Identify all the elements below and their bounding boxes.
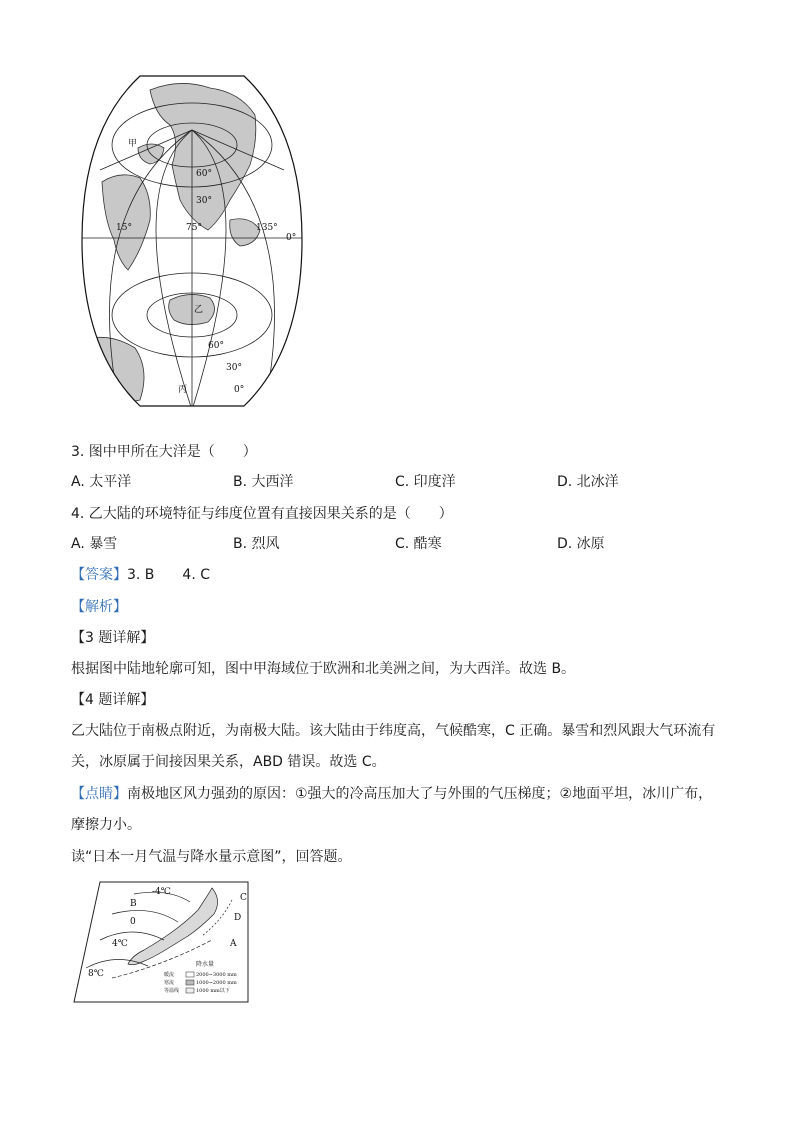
- label-eq0: 0°: [286, 233, 297, 243]
- label-lat0s: 0°: [234, 385, 245, 395]
- label-lon75: 75°: [186, 223, 202, 233]
- comment-line1: [71, 784, 712, 804]
- temp-0: 0: [130, 917, 136, 927]
- label-C: C: [240, 893, 247, 903]
- legend-title: 降水量: [196, 961, 215, 968]
- legend-warm: 暖流: [164, 972, 175, 978]
- label-lat60n: 60°: [196, 169, 212, 179]
- q4-option-b: B. 烈风: [233, 536, 280, 552]
- answer-line: [71, 565, 210, 585]
- answer-label: 【答案】: [71, 567, 127, 583]
- q4-stem: 4. 乙大陆的环境特征与纬度位置有直接因果关系的是（ ）: [71, 506, 453, 522]
- label-A: A: [230, 939, 237, 949]
- detail4-heading: 【4 题详解】: [71, 692, 155, 708]
- analysis-label: 【解析】: [71, 599, 127, 615]
- legend-p1: 2000~3000 mm: [196, 972, 237, 978]
- world-map-figure: [80, 70, 304, 412]
- q3-option-a: A. 太平洋: [71, 474, 132, 490]
- label-lon135: 135°: [256, 223, 278, 233]
- temp-8: 8℃: [88, 969, 104, 979]
- comment-text: 南极地区风力强劲的原因：①强大的冷高压加大了与外围的气压梯度；②地面平坦，冰川广布，: [127, 786, 713, 802]
- legend-p3: 1000 mm以下: [196, 988, 230, 994]
- intro-text: 读“日本一月气温与降水量示意图”，回答题。: [71, 849, 352, 865]
- label-lat30n: 30°: [196, 196, 212, 206]
- label-D: D: [234, 913, 242, 923]
- label-lon15: 15°: [116, 223, 132, 233]
- temp-minus4: -4℃: [152, 887, 171, 897]
- legend-isotherm: 等温线: [164, 988, 180, 994]
- detail3-text: 根据图中陆地轮廓可知，图中甲海域位于欧洲和北美洲之间，为大西洋。故选 B。: [71, 661, 576, 677]
- q3-stem: 3. 图中甲所在大洋是（ ）: [71, 444, 257, 460]
- q4-option-a: A. 暴雪: [71, 536, 118, 552]
- label-B: B: [130, 899, 137, 909]
- detail3-heading: 【3 题详解】: [71, 630, 155, 646]
- q3-option-c: C. 印度洋: [395, 474, 456, 490]
- label-lat60s: 60°: [208, 341, 224, 351]
- detail4-line1: 乙大陆位于南极点附近，为南极大陆。该大陆由于纬度高，气候酷寒，C 正确。暴雪和烈风跟大气环流有: [71, 723, 716, 739]
- globe-outline: [80, 83, 304, 412]
- label-jia: 甲: [128, 139, 138, 149]
- japan-climate-map: [72, 880, 250, 1004]
- comment-label: 【点睛】: [71, 786, 127, 802]
- label-bing: 丙: [178, 385, 188, 395]
- q4-option-c: C. 酷寒: [395, 536, 442, 552]
- answer-text: 3. B 4. C: [127, 567, 210, 583]
- temp-4: 4℃: [112, 939, 128, 949]
- legend-cold: 寒流: [164, 980, 175, 986]
- legend-p2: 1000~2000 mm: [196, 980, 237, 986]
- label-yi: 乙: [194, 305, 204, 315]
- q4-option-d: D. 冰原: [557, 536, 605, 552]
- q3-option-d: D. 北冰洋: [557, 474, 619, 490]
- label-lat30s: 30°: [226, 363, 242, 373]
- detail4-line2: 关，冰原属于间接因果关系，ABD 错误。故选 C。: [71, 754, 386, 770]
- q3-option-b: B. 大西洋: [233, 474, 294, 490]
- comment-line2: 摩擦力小。: [71, 817, 141, 833]
